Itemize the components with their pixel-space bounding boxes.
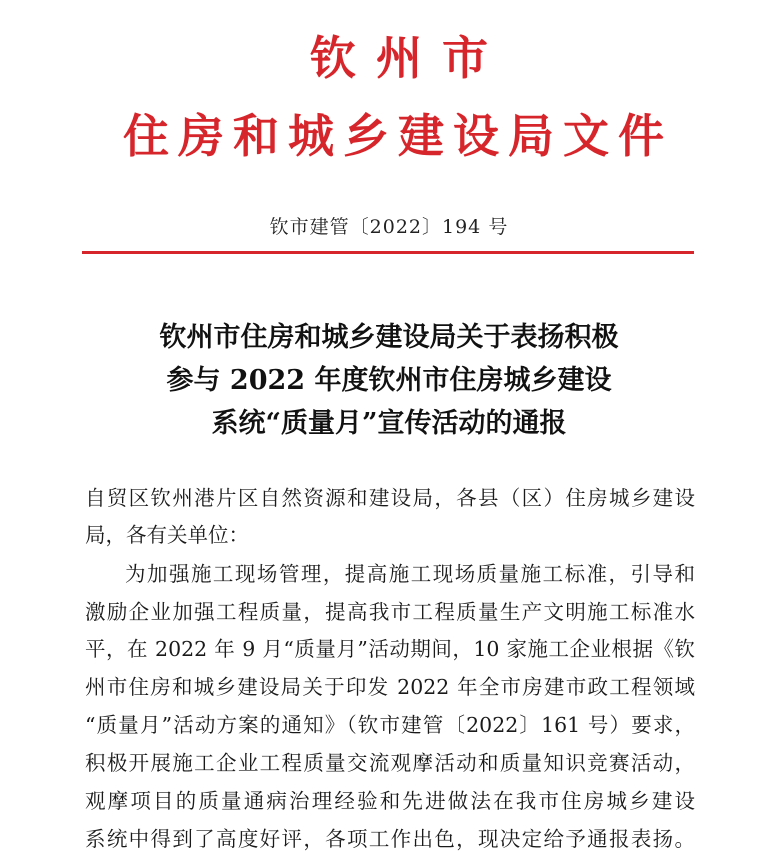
- notice-title-line2: 参与 2022 年度钦州市住房城乡建设: [166, 365, 612, 396]
- red-separator-line: [82, 251, 694, 254]
- body-line: “质量月”活动方案的通知》（钦市建管〔2022〕161 号）要求，: [85, 713, 695, 737]
- body-line: 平，在 2022 年 9 月“质量月”活动期间，10 家施工企业根据《钦: [85, 637, 695, 661]
- document-number: 钦市建管〔2022〕194 号: [269, 216, 509, 238]
- body-line: 积极开展施工企业工程质量交流观摩活动和质量知识竞赛活动，: [85, 751, 695, 775]
- body-line: 局，各有关单位：: [85, 523, 249, 547]
- notice-title-line3: 系统“质量月”宣传活动的通报: [211, 408, 567, 439]
- body-line: 州市住房和城乡建设局关于印发 2022 年全市房建市政工程领域: [85, 675, 695, 699]
- body-line: 激励企业加强工程质量，提高我市工程质量生产文明施工标准水: [85, 600, 695, 624]
- issuer-name-line2: 住房和城乡建设局文件: [123, 109, 673, 163]
- body-line: 为加强施工现场管理，提高施工现场质量施工标准，引导和: [125, 562, 695, 586]
- notice-title-line1: 钦州市住房和城乡建设局关于表扬积极: [159, 322, 619, 353]
- body-line: 观摩项目的质量通病治理经验和先进做法在我市住房城乡建设: [85, 789, 695, 813]
- body-line: 系统中得到了高度好评，各项工作出色，现决定给予通报表扬。: [85, 827, 695, 851]
- body-line: 自贸区钦州港片区自然资源和建设局，各县（区）住房城乡建设: [85, 486, 695, 510]
- issuer-name-line1: 钦州市: [310, 31, 508, 85]
